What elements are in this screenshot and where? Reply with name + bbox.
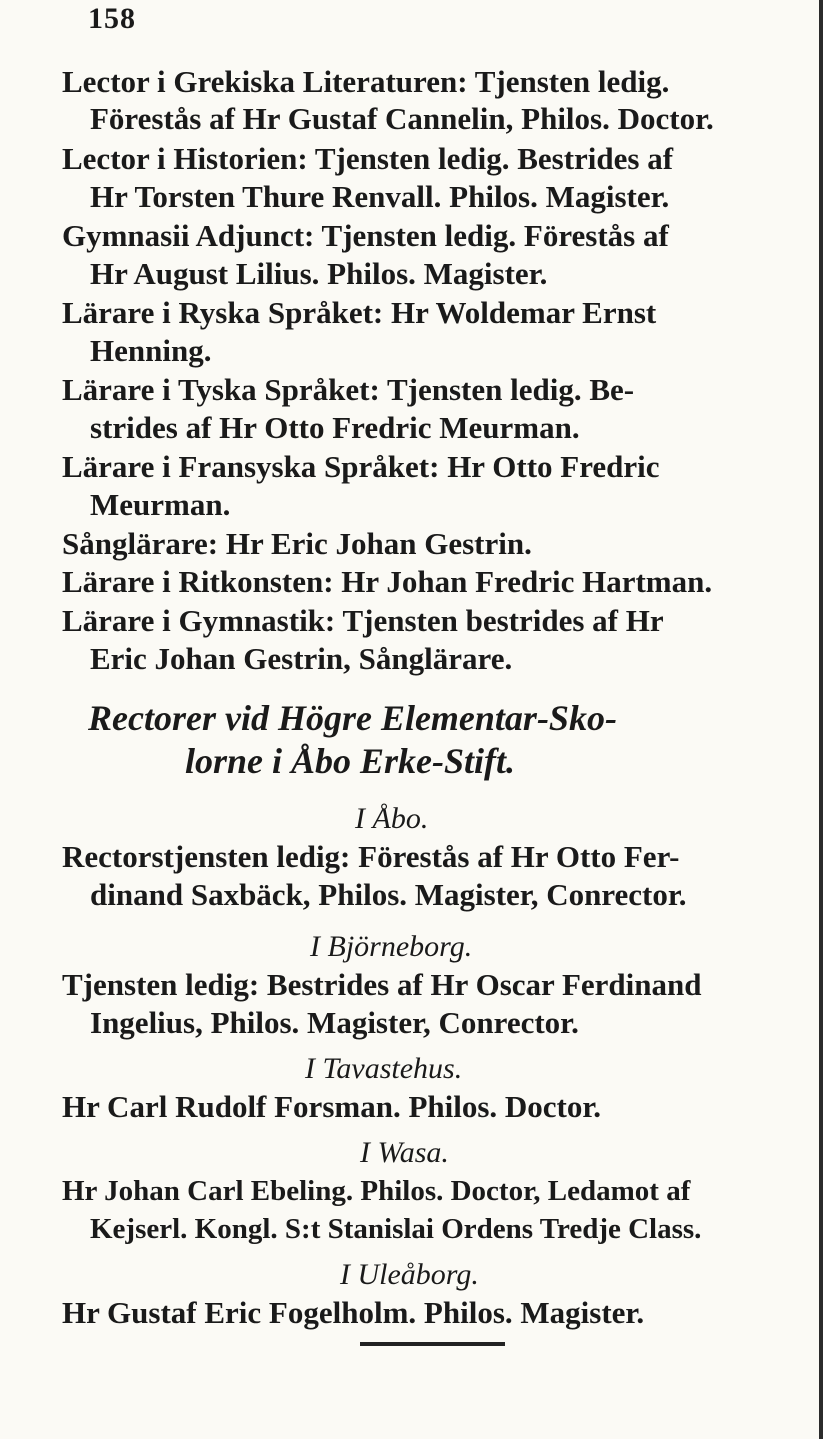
page-number: 158 bbox=[88, 2, 136, 35]
entry-line: Gymnasii Adjunct: Tjensten ledig. Förestås af bbox=[62, 218, 669, 253]
entry-line: Hr Johan Carl Ebeling. Philos. Doctor, Ledamot af bbox=[62, 1175, 691, 1207]
place-heading: I Tavastehus. bbox=[305, 1052, 463, 1085]
entry-line: Rectorstjensten ledig: Förestås af Hr Otto Fer- bbox=[62, 839, 680, 874]
entry-line: Tjensten ledig: Bestrides af Hr Oscar Ferdinand bbox=[62, 967, 702, 1002]
section-heading-line: Rectorer vid Högre Elementar-Sko- bbox=[88, 698, 617, 738]
entry-line: Lärare i Ritkonsten: Hr Johan Fredric Hartman. bbox=[62, 564, 713, 599]
entry-line: strides af Hr Otto Fredric Meurman. bbox=[90, 410, 580, 445]
entry-line: Förestås af Hr Gustaf Cannelin, Philos. Doctor. bbox=[90, 101, 714, 136]
entry-line: Hr Gustaf Eric Fogelholm. Philos. Magister. bbox=[62, 1295, 645, 1330]
entry-line: Sånglärare: Hr Eric Johan Gestrin. bbox=[62, 526, 532, 561]
entry-line: Eric Johan Gestrin, Sånglärare. bbox=[90, 641, 513, 676]
entry-line: Lector i Grekiska Literaturen: Tjensten ledig. bbox=[62, 64, 670, 99]
entry-line: Hr August Lilius. Philos. Magister. bbox=[90, 256, 548, 291]
closing-rule bbox=[360, 1342, 505, 1346]
entry-line: Hr Torsten Thure Renvall. Philos. Magister. bbox=[90, 179, 670, 214]
entry-line: Lärare i Ryska Språket: Hr Woldemar Ernst bbox=[62, 295, 657, 330]
entry-line: Lärare i Gymnastik: Tjensten bestrides af Hr bbox=[62, 603, 664, 638]
place-heading: I Wasa. bbox=[360, 1136, 449, 1169]
entry-line: Lärare i Tyska Språket: Tjensten ledig. Be- bbox=[62, 372, 635, 407]
place-heading: I Uleåborg. bbox=[340, 1258, 479, 1291]
entry-line: Lector i Historien: Tjensten ledig. Bestrides af bbox=[62, 141, 674, 176]
entry-line: Hr Carl Rudolf Forsman. Philos. Doctor. bbox=[62, 1089, 602, 1124]
place-heading: I Åbo. bbox=[355, 802, 429, 835]
entry-line: Henning. bbox=[90, 333, 212, 368]
entry-line: dinand Saxbäck, Philos. Magister, Conrector. bbox=[90, 877, 687, 912]
page-edge bbox=[819, 0, 823, 1439]
section-heading-line: lorne i Åbo Erke-Stift. bbox=[185, 741, 516, 781]
entry-line: Ingelius, Philos. Magister, Conrector. bbox=[90, 1005, 579, 1040]
place-heading: I Björneborg. bbox=[310, 930, 473, 963]
entry-line: Kejserl. Kongl. S:t Stanislai Ordens Tredje Class. bbox=[90, 1213, 702, 1245]
entry-line: Lärare i Fransyska Språket: Hr Otto Fredric bbox=[62, 449, 660, 484]
entry-line: Meurman. bbox=[90, 487, 231, 522]
